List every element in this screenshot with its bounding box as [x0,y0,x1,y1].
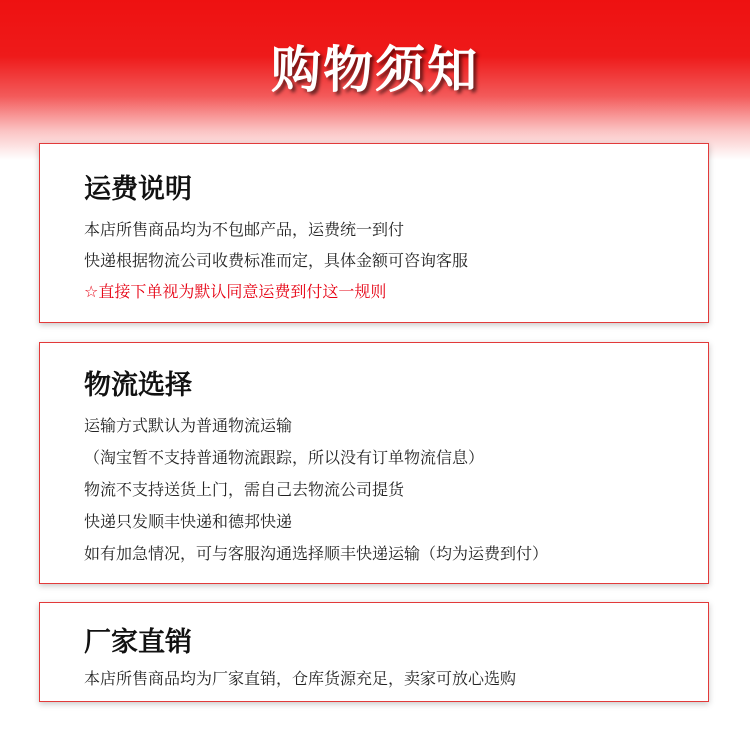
logistics-line-2: （淘宝暂不支持普通物流跟踪，所以没有订单物流信息） [84,448,485,467]
logistics-line-4: 快递只发顺丰快递和德邦快递 [84,512,293,531]
factory-direct-card [39,602,709,702]
logistics-line-5: 如有加急情况，可与客服沟通选择顺丰快递运输（均为运费到付） [84,544,549,563]
page-title: 购物须知 [271,41,479,99]
logistics-line-3: 物流不支持送货上门，需自己去物流公司提货 [84,480,405,499]
section-title-shipping: 运费说明 [84,174,192,205]
shipping-info-card [39,143,709,323]
shipping-line-1: 本店所售商品均为不包邮产品，运费统一到付 [84,220,405,239]
logistics-line-1: 运输方式默认为普通物流运输 [84,416,293,435]
header-banner [0,0,750,160]
shipping-line-2: 快递根据物流公司收费标准而定，具体金额可咨询客服 [84,251,469,270]
section-title-factory-direct: 厂家直销 [84,627,192,658]
logistics-info-card [39,342,709,584]
factory-direct-line-1: 本店所售商品均为厂家直销，仓库货源充足，卖家可放心选购 [84,669,517,688]
shipping-rule-notice: ☆直接下单视为默认同意运费到付这一规则 [84,282,387,301]
section-title-logistics: 物流选择 [84,370,192,401]
